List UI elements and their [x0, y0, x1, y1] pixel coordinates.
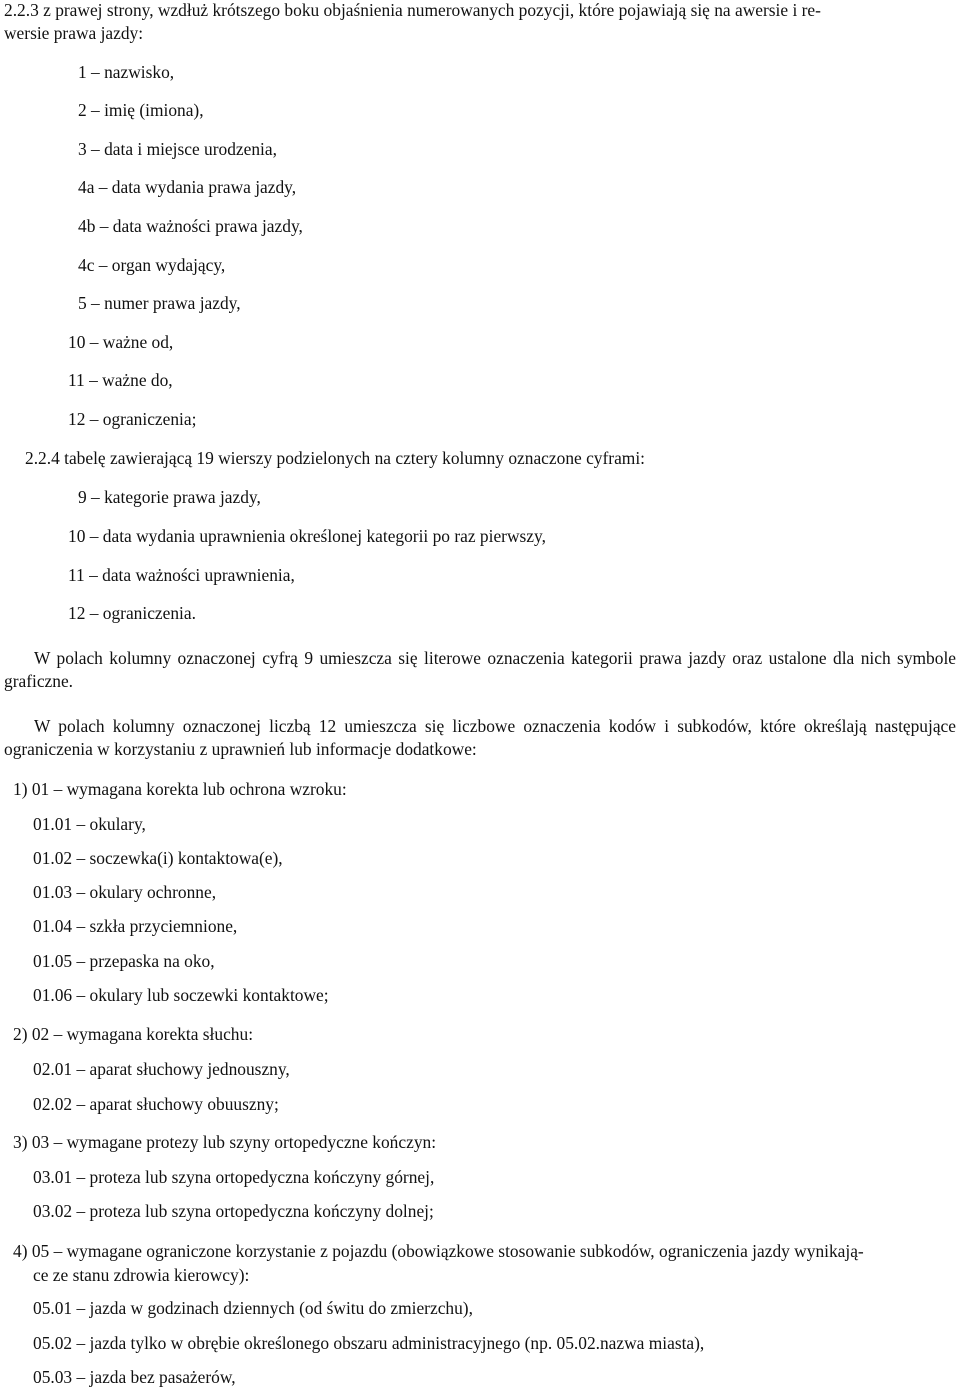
list-item: 10 – data wydania uprawnienia określonej kategorii po raz pierwszy,	[68, 526, 546, 546]
list-item: 3 – data i miejsce urodzenia,	[78, 139, 277, 159]
subcode-item: 01.03 – okulary ochronne,	[33, 882, 217, 902]
list-item: 12 – ograniczenia.	[68, 603, 196, 623]
subcode-item: 02.02 – aparat słuchowy obuuszny;	[33, 1094, 279, 1114]
list-item: 2 – imię (imiona),	[78, 100, 204, 120]
list-item: 10 – ważne od,	[68, 332, 174, 352]
code-group-heading-line-1: 4) 05 – wymagane ograniczone korzystanie z pojazdu (obowiązkowe stosowanie subkodów, ograniczenia jazdy wynikają-	[13, 1241, 864, 1261]
paragraph-column-12: W polach kolumny oznaczonej liczbą 12 umieszcza się liczbowe oznaczenia kodów i subkodów, które określają następujące ograniczenia w korzystaniu z uprawnień lub informacje dodatkowe:	[4, 716, 956, 759]
list-item: 4b – data ważności prawa jazdy,	[78, 216, 303, 236]
code-group-heading-line-2: ce ze stanu zdrowia kierowcy):	[33, 1265, 250, 1285]
section-2-2-3-line-1: 2.2.3 z prawej strony, wzdłuż krótszego boku objaśnienia numerowanych pozycji, które pojawiają się na awersie i re-	[4, 0, 821, 20]
list-item: 4a – data wydania prawa jazdy,	[78, 177, 297, 197]
subcode-item: 05.02 – jazda tylko w obrębie określonego obszaru administracyjnego (np. 05.02.nazwa miasta),	[33, 1333, 705, 1353]
list-item: 4c – organ wydający,	[78, 255, 226, 275]
subcode-item: 01.05 – przepaska na oko,	[33, 951, 215, 971]
code-group-heading: 1) 01 – wymagana korekta lub ochrona wzroku:	[13, 779, 347, 799]
subcode-item: 01.04 – szkła przyciemnione,	[33, 916, 238, 936]
list-item: 9 – kategorie prawa jazdy,	[78, 487, 261, 507]
subcode-item: 02.01 – aparat słuchowy jednouszny,	[33, 1059, 290, 1079]
list-item: 11 – data ważności uprawnienia,	[68, 565, 295, 585]
list-item: 1 – nazwisko,	[78, 62, 175, 82]
list-item: 5 – numer prawa jazdy,	[78, 293, 241, 313]
section-2-2-3-line-2: wersie prawa jazdy:	[4, 23, 144, 43]
subcode-item: 01.06 – okulary lub soczewki kontaktowe;	[33, 985, 329, 1005]
subcode-item: 03.02 – proteza lub szyna ortopedyczna kończyny dolnej;	[33, 1201, 434, 1221]
subcode-item: 05.01 – jazda w godzinach dziennych (od świtu do zmierzchu),	[33, 1298, 473, 1318]
list-item: 11 – ważne do,	[68, 370, 173, 390]
list-item: 12 – ograniczenia;	[68, 409, 197, 429]
code-group-heading: 2) 02 – wymagana korekta słuchu:	[13, 1024, 254, 1044]
code-group-heading: 3) 03 – wymagane protezy lub szyny ortopedyczne kończyn:	[13, 1132, 437, 1152]
subcode-item: 01.01 – okulary,	[33, 814, 146, 834]
subcode-item: 01.02 – soczewka(i) kontaktowa(e),	[33, 848, 283, 868]
subcode-item: 05.03 – jazda bez pasażerów,	[33, 1367, 236, 1387]
subcode-item: 03.01 – proteza lub szyna ortopedyczna kończyny górnej,	[33, 1167, 435, 1187]
section-2-2-4-heading: 2.2.4 tabelę zawierającą 19 wierszy podzielonych na cztery kolumny oznaczone cyframi:	[25, 448, 645, 468]
paragraph-column-9: W polach kolumny oznaczonej cyfrą 9 umieszcza się literowe oznaczenia kategorii prawa jazdy oraz ustalone dla nich symbole graficzne.	[4, 648, 956, 691]
